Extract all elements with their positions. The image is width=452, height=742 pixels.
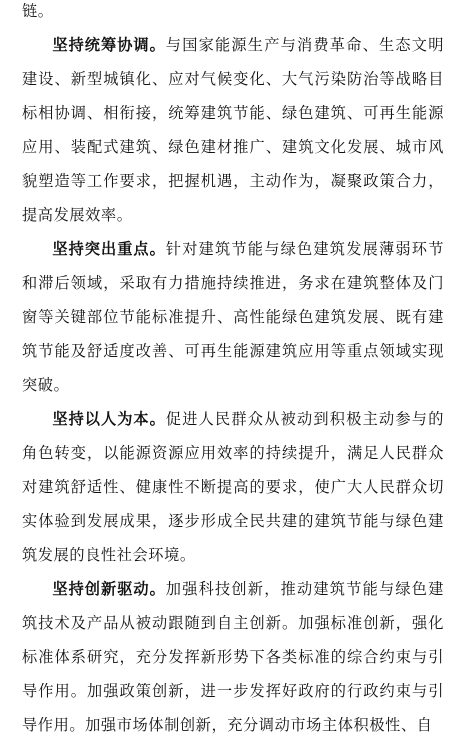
paragraph-lead-heading: 坚持以人为本。 xyxy=(52,410,166,428)
paragraph-coordination xyxy=(22,28,444,232)
paragraph-continuation xyxy=(22,0,444,28)
paragraph-lead-heading: 坚持创新驱动。 xyxy=(52,580,166,598)
paragraph-key-focus xyxy=(22,232,444,402)
paragraph-lead-heading: 坚持突出重点。 xyxy=(52,240,166,258)
document-body xyxy=(22,0,444,742)
paragraph-lead-heading: 坚持统筹协调。 xyxy=(52,36,166,54)
paragraph-innovation xyxy=(22,572,444,742)
paragraph-people-oriented xyxy=(22,402,444,572)
paragraph-text: 促进人民群众从被动到积极主动参与的角色转变，以能源资源应用效率的持续提升，满足人民群众对建筑舒适性、健康性不断提高的要求，使广大人民群众切实体验到发展成果，逐步形成全民共建的建筑节能与绿色建筑发展的良性社会环境。 xyxy=(22,410,444,564)
paragraph-text: 加强科技创新，推动建筑节能与绿色建筑技术及产品从被动跟随到自主创新。加强标准创新，强化标准体系研究，充分发挥新形势下各类标准的综合约束与引导作用。加强政策创新，进一步发挥好政府的行政约束与引导作用。加强市场体制创新，充分调动市场主体积极性、自 xyxy=(22,580,444,734)
paragraph-text: 针对建筑节能与绿色建筑发展薄弱环节和滞后领域，采取有力措施持续推进，务求在建筑整体及门窗等关键部位节能标准提升、高性能绿色建筑发展、既有建筑节能及舒适度改善、可再生能源建筑应用等重点领域实现突破。 xyxy=(22,240,444,394)
paragraph-text: 与国家能源生产与消费革命、生态文明建设、新型城镇化、应对气候变化、大气污染防治等战略目标相协调、相衔接，统筹建筑节能、绿色建筑、可再生能源应用、装配式建筑、绿色建材推广、建筑文化发展、城市风貌塑造等工作要求，把握机遇，主动作为，凝聚政策合力，提高发展效率。 xyxy=(22,36,444,224)
paragraph-text: 链。 xyxy=(22,2,54,20)
